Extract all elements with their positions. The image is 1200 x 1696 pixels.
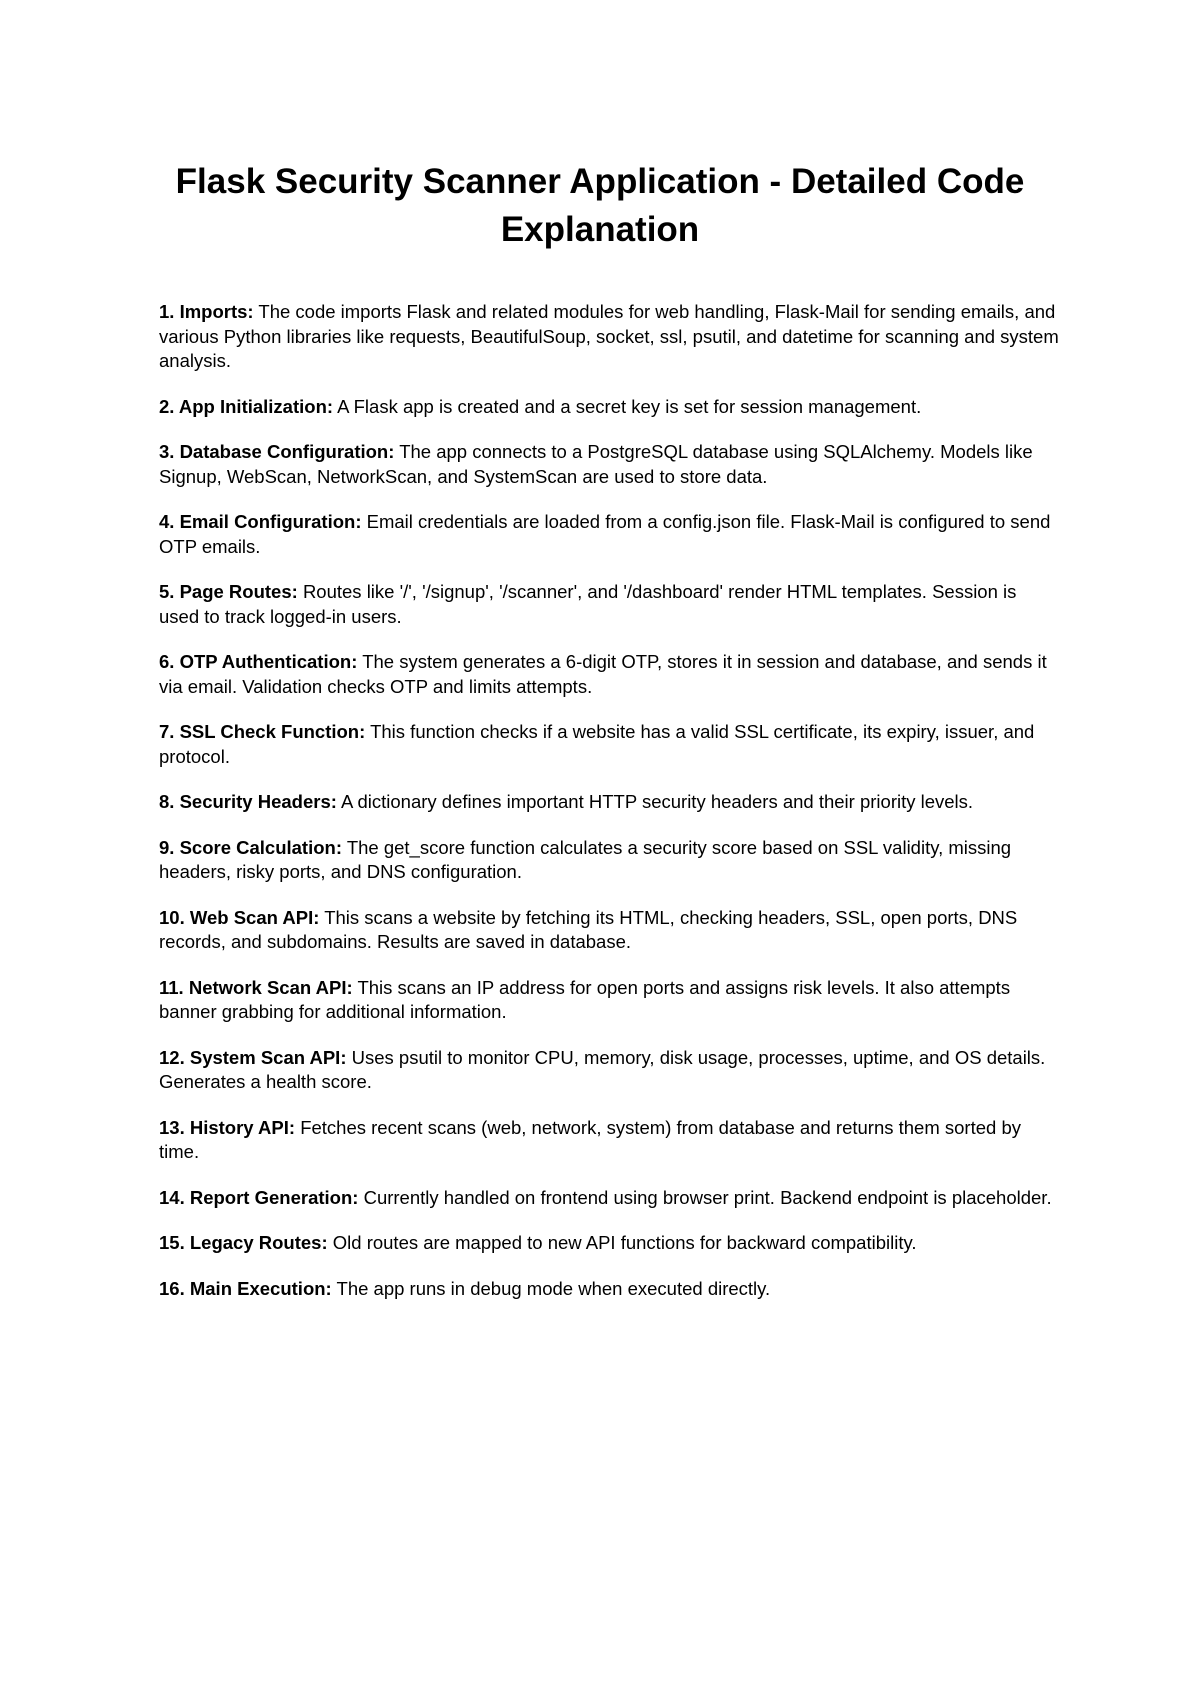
section-legacy-routes [159, 1231, 1059, 1256]
section-text: Fetches recent scans (web, network, system) from database and returns them sorted by time. [159, 1116, 1021, 1162]
section-text: This scans a website by fetching its HTML, checking headers, SSL, open ports, DNS records, and subdomains. Results are saved in database. [159, 906, 1018, 952]
section-label: 1. Imports: [159, 301, 254, 322]
section-label: 14. Report Generation: [159, 1186, 359, 1208]
section-label: 2. App Initialization: [159, 395, 334, 417]
section-label: 5. Page Routes: [159, 581, 298, 602]
section-ssl-check-function [159, 720, 1059, 769]
section-security-headers [159, 790, 1059, 815]
section-web-scan-api [159, 906, 1059, 955]
section-label: 13. History API: [159, 1116, 296, 1138]
section-otp-authentication [159, 650, 1059, 699]
section-email-configuration [159, 510, 1059, 559]
section-text: Uses psutil to monitor CPU, memory, disk usage, processes, uptime, and OS details. Generates a health score. [159, 1046, 1046, 1092]
section-text: Currently handled on frontend using browser print. Backend endpoint is placeholder. [363, 1186, 1052, 1208]
section-report-generation [159, 1186, 1059, 1211]
section-label: 12. System Scan API: [159, 1046, 347, 1068]
section-score-calculation [159, 836, 1059, 885]
section-text: The system generates a 6-digit OTP, stores it in session and database, and sends it via email. Validation checks OTP and limits attempts. [159, 651, 1047, 697]
section-imports [159, 300, 1059, 374]
section-label: 16. Main Execution: [159, 1277, 332, 1299]
section-text: The app connects to a PostgreSQL database using SQLAlchemy. Models like Signup, WebScan, NetworkScan, and SystemScan are used to store data. [159, 441, 1033, 487]
section-label: 11. Network Scan API: [159, 976, 353, 998]
section-history-api [159, 1116, 1059, 1165]
section-app-initialization [159, 395, 1059, 420]
section-label: 7. SSL Check Function: [159, 721, 366, 742]
section-text: The code imports Flask and related modules for web handling, Flask-Mail for sending emails, and various Python libraries like requests, BeautifulSoup, socket, ssl, psutil, and datetime for scanning and system analysis. [159, 301, 1059, 371]
section-label: 15. Legacy Routes: [159, 1232, 328, 1253]
section-text: Email credentials are loaded from a config.json file. Flask-Mail is configured to send OTP emails. [159, 511, 1051, 557]
section-database-configuration [159, 440, 1059, 489]
section-text: A dictionary defines important HTTP security headers and their priority levels. [341, 791, 974, 812]
section-network-scan-api [159, 976, 1059, 1025]
section-text: This function checks if a website has a valid SSL certificate, its expiry, issuer, and protocol. [159, 721, 1035, 767]
section-main-execution [159, 1277, 1059, 1302]
section-label: 4. Email Configuration: [159, 511, 362, 532]
section-list [159, 300, 1059, 1322]
section-label: 3. Database Configuration: [159, 441, 395, 462]
section-label: 8. Security Headers: [159, 791, 337, 812]
section-system-scan-api [159, 1046, 1059, 1095]
section-page-routes [159, 580, 1059, 629]
section-label: 6. OTP Authentication: [159, 651, 358, 672]
section-text: A Flask app is created and a secret key is set for session management. [337, 395, 922, 417]
section-text: Old routes are mapped to new API functions for backward compatibility. [332, 1232, 917, 1253]
section-text: The app runs in debug mode when executed directly. [336, 1277, 771, 1299]
section-text: Routes like '/', '/signup', '/scanner', and '/dashboard' render HTML templates. Session is used to track logged-in users. [159, 581, 1017, 627]
section-label: 9. Score Calculation: [159, 836, 342, 858]
section-text: This scans an IP address for open ports and assigns risk levels. It also attempts banner grabbing for additional information. [159, 976, 1011, 1022]
document-title: Flask Security Scanner Application - Detailed Code Explanation [175, 162, 1025, 249]
section-label: 10. Web Scan API: [159, 906, 320, 928]
section-text: The get_score function calculates a security score based on SSL validity, missing headers, risky ports, and DNS configuration. [159, 836, 1012, 882]
